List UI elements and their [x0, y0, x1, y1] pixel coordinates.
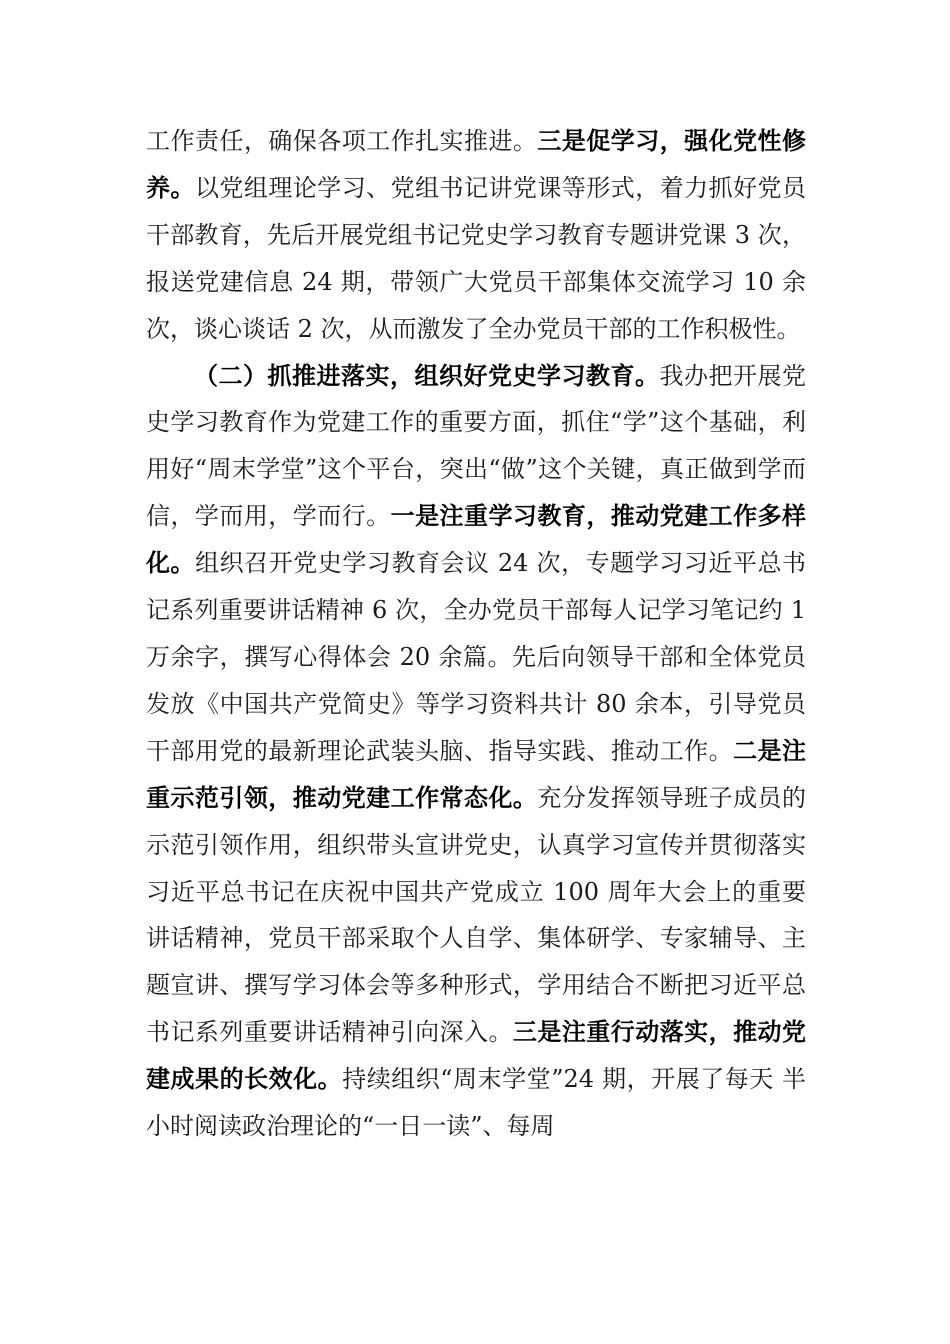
section-heading-party-history-education: （二）抓推进落实，组织好党史学习教育。: [194, 361, 660, 390]
point-heading-study-education: 一是注重学习教育，推动党建工作多样化。: [146, 502, 807, 578]
point-heading-action: 三是注重行动落实，推动党建成果的长效化。: [146, 1018, 806, 1094]
paragraph-2-text: 我办把开展党史学习教育作为党建工作的重要方面，抓住“学”这个基础，利用好“周末学堂”这个平台，突出“做”这个关键，真正做到学而信，学而用，学而行。: [146, 361, 806, 531]
point-heading-demonstration: 二是注重示范引领，推动党建工作常态化。: [146, 736, 807, 812]
paragraph-2-text: 组织召开党史学习教育会议 24 次，专题学习习近平总书记系列重要讲话精神 6 次，全办党员干部每人记学习笔记约 1 万余字，撰写心得体会 20 余篇。先后向领导干部和全体党员发放《中国共产党简史》等学习资料共计 80 余本，引导党员干部用党的最新理论武装头脑、指导实践、推动工作。: [146, 549, 806, 765]
document-body: [146, 118, 806, 1150]
paragraph-2-text: 充分发挥领导班子成员的示范引领作用，组织带头宣讲党史，认真学习宣传并贯彻落实习近平总书记在庆祝中国共产党成立 100 周年大会上的重要讲话精神，党员干部采取个人自学、集体研学、专家辅导、主题宣讲、撰写学习体会等多种形式，学用结合不断把习近平总书记系列重要讲话精神引向深入。: [146, 783, 807, 1047]
paragraph-1-text: 以党组理论学习、党组书记讲党课等形式，着力抓好党员干部教育，先后开展党组书记党史学习教育专题讲党课 3 次，报送党建信息 24 期，带领广大党员干部集体交流学习 10 余次，谈心谈话 2 次，从而激发了全办党员干部的工作积极性。: [146, 173, 807, 343]
paragraph-2: [146, 353, 806, 1150]
paragraph-2-text: 持续组织“周末学堂”24 期，开展了每天 半小时阅读政治理论的“一日一读”、每周: [146, 1065, 806, 1141]
paragraph-1: [146, 118, 806, 353]
paragraph-1-text: 工作责任，确保各项工作扎实推进。: [146, 127, 538, 155]
paragraph-1-heading-promote-study: 三是促学习，强化党性修养。: [146, 127, 807, 202]
